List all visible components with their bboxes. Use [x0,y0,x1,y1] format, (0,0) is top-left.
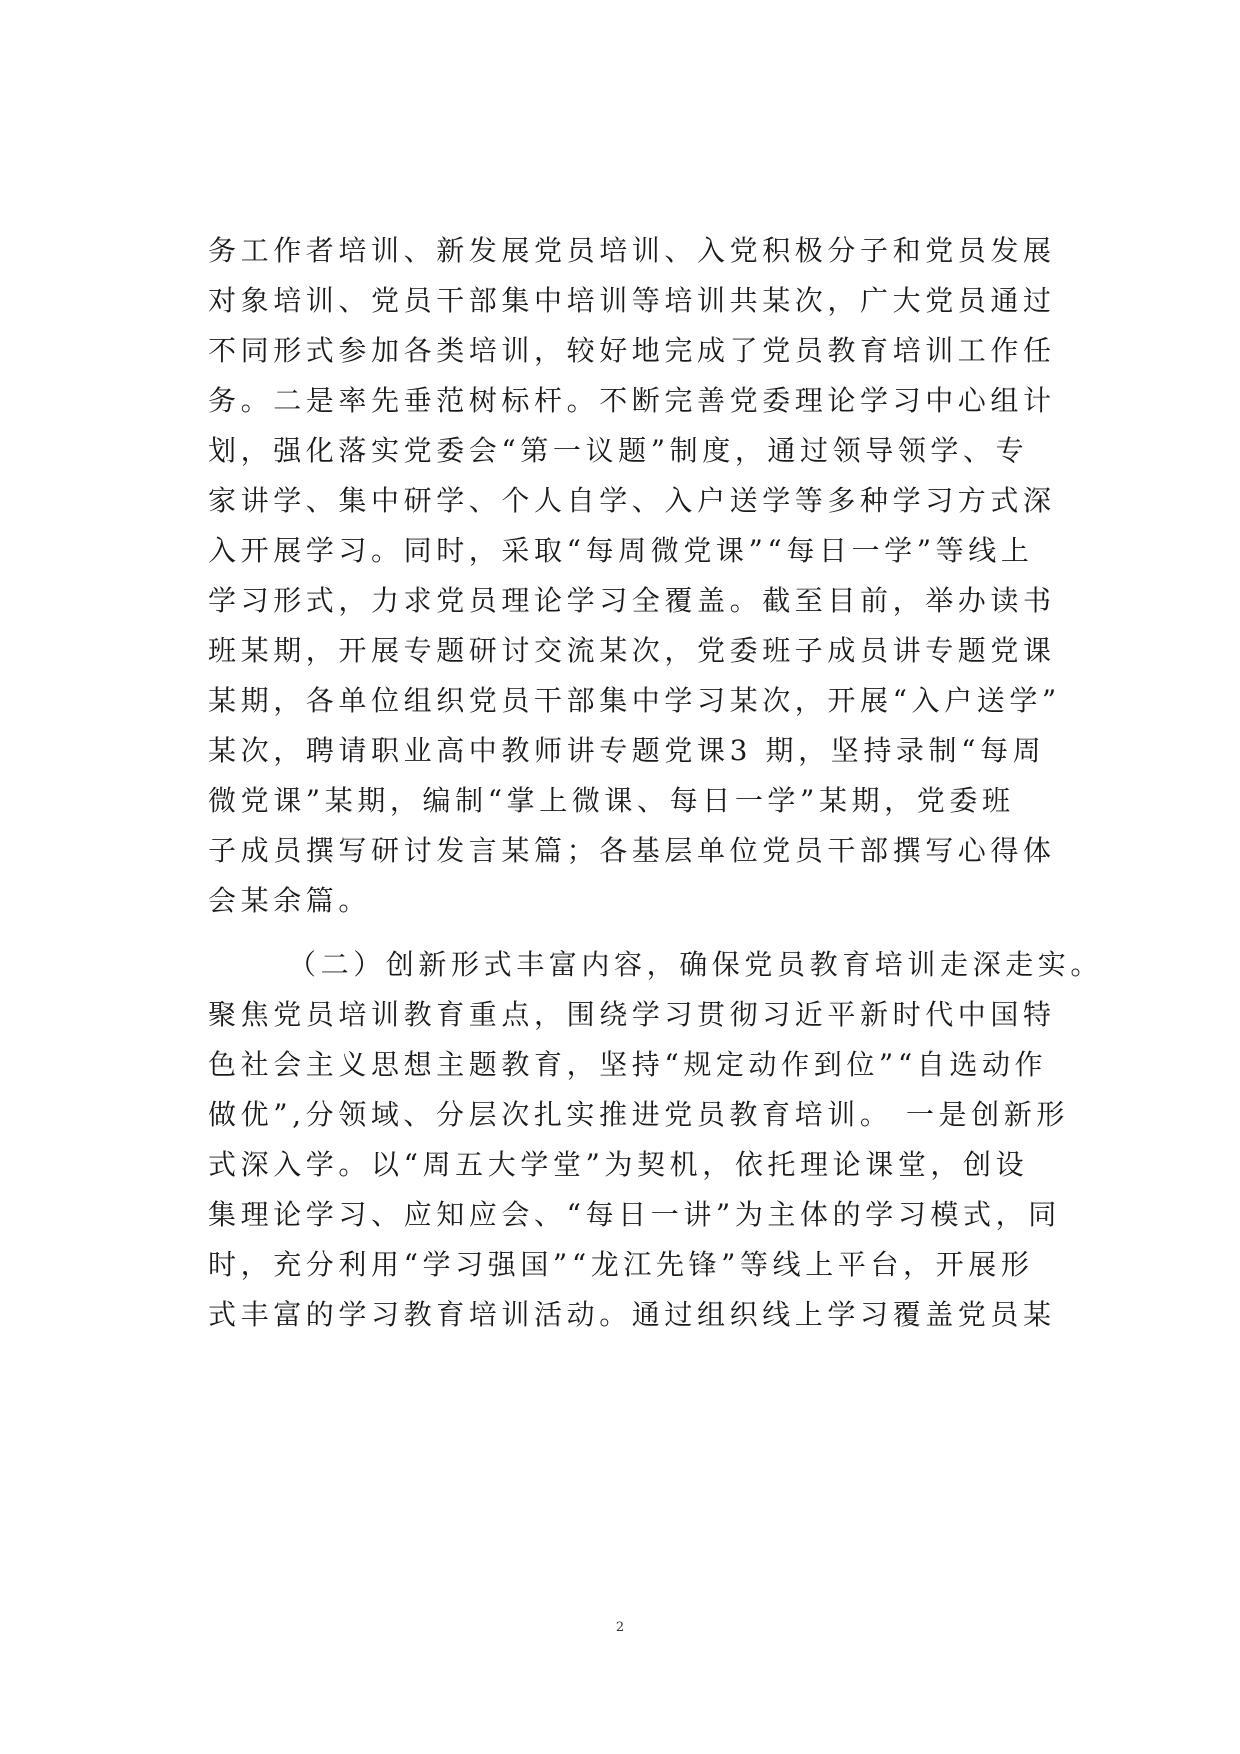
text-line: 时，充分利用“学习强国”“龙江先锋”等线上平台，开展形 [208,1248,1034,1281]
text-line: 务工作者培训、新发展党员培训、入党积极分子和党员发展 [208,234,1056,267]
paragraph-1 [208,226,1068,926]
paragraph-spacer [208,926,1068,940]
text-line: 某期，各单位组织党员干部集中学习某次，开展“入户送学” [208,684,1061,717]
text-line: 色社会主义思想主题教育，坚持“规定动作到位”“自选动作 [208,1048,1048,1081]
text-line: 学习形式，力求党员理论学习全覆盖。截至目前，举办读书 [208,584,1056,617]
text-line: 对象培训、党员干部集中培训等培训共某次，广大党员通过 [208,284,1056,317]
text-line: 做优”,分领域、分层次扎实推进党员教育培训。 一是创新形 [208,1098,1069,1131]
text-line: 式丰富的学习教育培训活动。通过组织线上学习覆盖党员某 [208,1298,1056,1331]
text-line: 会某余篇。 [208,884,372,917]
text-line: 入开展学习。同时，采取“每周微党课”“每日一学”等线上 [208,534,1034,567]
text-line: 划，强化落实党委会“第一议题”制度，通过领导领学、专 [208,434,1029,467]
text-line: 家讲学、集中研学、个人自学、入户送学等多种学习方式深 [208,484,1056,517]
text-line: 集理论学习、应知应会、“每日一讲”为主体的学习模式，同 [208,1198,1061,1231]
text-line: 微党课”某期，编制“掌上微课、每日一学”某期，党委班 [208,784,1015,817]
text-line: 务。二是率先垂范树标杆。不断完善党委理论学习中心组计 [208,384,1056,417]
text-line: 式深入学。以“周五大学堂”为契机，依托理论课堂，创设 [208,1148,1029,1181]
text-line: 某次，聘请职业高中教师讲专题党课3 期，坚持录制“每周 [208,734,1046,767]
document-body [208,226,1104,1340]
paragraph-2 [208,940,1104,1340]
text-line: 子成员撰写研讨发言某篇；各基层单位党员干部撰写心得体 [208,834,1056,867]
text-line: 聚焦党员培训教育重点，围绕学习贯彻习近平新时代中国特 [208,998,1056,1031]
page-number: 2 [615,1620,625,1635]
section-heading-line: （二）创新形式丰富内容，确保党员教育培训走深走实。 [288,948,1104,981]
text-line: 班某期，开展专题研讨交流某次，党委班子成员讲专题党课 [208,634,1056,667]
text-line: 不同形式参加各类培训，较好地完成了党员教育培训工作任 [208,334,1056,367]
